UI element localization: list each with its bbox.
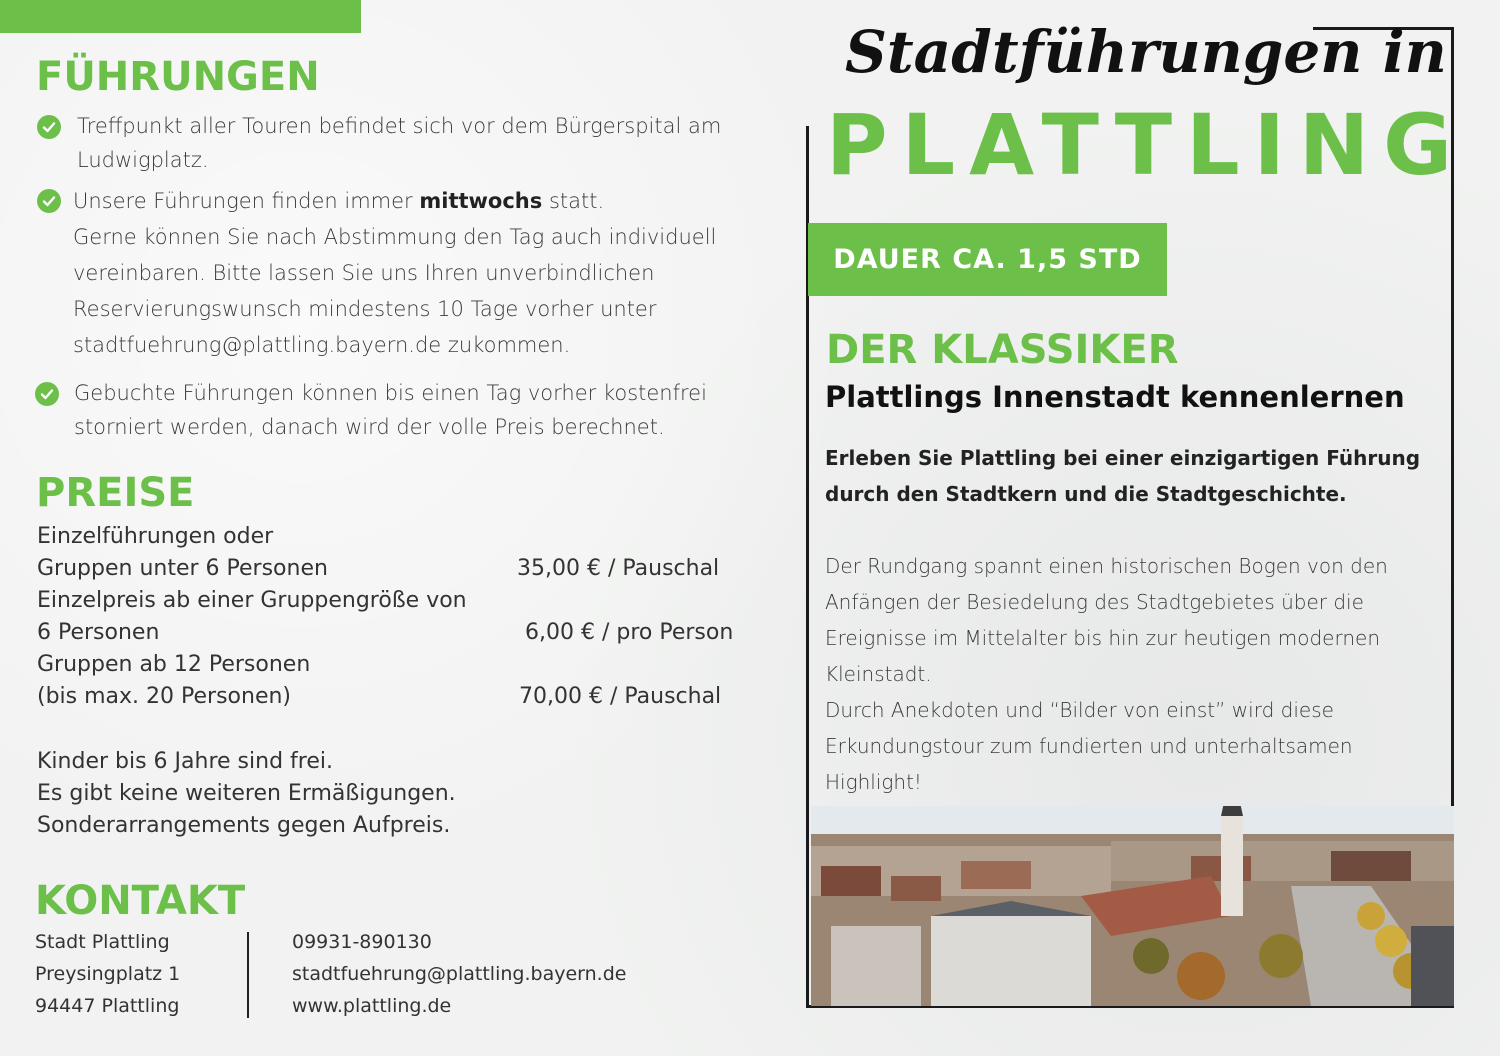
description-line: Kleinstadt. (825, 662, 932, 686)
price-row-1-value: 35,00 € / Pauschal (517, 556, 720, 581)
fuehrungen-item-3-line: Gebuchte Führungen können bis einen Tag vorher kostenfrei (74, 381, 707, 405)
city-photo-illustration (811, 806, 1454, 1006)
price-label-line: Einzelpreis ab einer Gruppengröße von (37, 588, 467, 613)
price-label-line: Gruppen unter 6 Personen (37, 556, 328, 581)
contact-details (292, 926, 712, 1022)
tour-description (825, 548, 1435, 800)
price-note: Kinder bis 6 Jahre sind frei. (37, 749, 333, 774)
price-row-3-label (37, 649, 487, 713)
fuehrungen-item-1 (77, 109, 757, 177)
price-note: Sonderarrangements gegen Aufpreis. (37, 813, 451, 838)
description-line: Anfängen der Besiedelung des Stadtgebietes über die (825, 590, 1364, 614)
intro-line: durch den Stadtkern und die Stadtgeschichte. (825, 482, 1347, 506)
description-line: Erkundungstour zum fundierten und unterhaltsamen (825, 734, 1353, 758)
duration-badge: DAUER CA. 1,5 STD (808, 223, 1167, 296)
fuehrungen-item-2-first-line (73, 183, 763, 219)
top-accent-bar (0, 0, 361, 33)
address-line: Preysingplatz 1 (35, 963, 181, 985)
price-label-line: (bis max. 20 Personen) (37, 684, 292, 709)
price-notes (37, 746, 637, 842)
city-aerial-photo (811, 806, 1454, 1006)
contact-phone[interactable]: 09931-890130 (292, 931, 432, 953)
description-line: Durch Anekdoten und “Bilder von einst” wird diese (825, 698, 1334, 722)
fuehrungen-heading: FÜHRUNGEN (36, 54, 320, 100)
script-title: Stadtführungen in (845, 18, 1447, 86)
contact-email-link[interactable]: stadtfuehrung@plattling.bayern.de (292, 963, 627, 985)
fuehrungen-item-1-line: Ludwigplatz. (77, 148, 209, 172)
preise-heading: PREISE (36, 470, 195, 516)
fuehrungen-item-2-line: vereinbaren. Bitte lassen Sie uns Ihren unverbindlichen (73, 261, 655, 285)
price-row-2-value: 6,00 € / pro Person (525, 620, 734, 645)
tour-subheading: Plattlings Innenstadt kennenlernen (825, 380, 1405, 414)
check-circle-icon (37, 189, 61, 213)
first-line-pre: Unsere Führungen finden immer (73, 189, 420, 213)
description-line: Highlight! (825, 770, 922, 794)
plattling-title: PLATTLING (826, 96, 1467, 194)
price-label-line: Einzelführungen oder (37, 524, 274, 549)
first-line-post: statt. (542, 189, 605, 213)
fuehrungen-item-3-line: storniert werden, danach wird der volle Preis berechnet. (74, 415, 665, 439)
fuehrungen-item-2 (73, 183, 763, 363)
price-label-line: 6 Personen (37, 620, 160, 645)
description-line: Der Rundgang spannt einen historischen Bogen von den (825, 554, 1388, 578)
fuehrungen-item-2-line: Gerne können Sie nach Abstimmung den Tag auch individuell (73, 225, 717, 249)
contact-address (35, 926, 235, 1022)
address-line: Stadt Plattling (35, 931, 170, 953)
check-circle-icon (37, 115, 61, 139)
price-row-1-label (37, 521, 487, 585)
description-line: Ereignisse im Mittelalter bis hin zur heutigen modernen (825, 626, 1380, 650)
address-line: 94447 Plattling (35, 995, 180, 1017)
tour-heading: DER KLASSIKER (826, 327, 1179, 373)
price-row-3-value: 70,00 € / Pauschal (519, 684, 722, 709)
price-label-line: Gruppen ab 12 Personen (37, 652, 311, 677)
price-note: Es gibt keine weiteren Ermäßigungen. (37, 781, 456, 806)
tour-intro (825, 440, 1425, 512)
weekday-highlight: mittwochs (419, 189, 543, 213)
intro-line: Erleben Sie Plattling bei einer einzigartigen Führung (825, 446, 1421, 470)
check-circle-icon (35, 382, 59, 406)
fuehrungen-item-2-line: Reservierungswunsch mindestens 10 Tage vorher unter (73, 297, 657, 321)
price-row-2-label (37, 585, 507, 649)
fuehrungen-item-3 (74, 376, 764, 444)
fuehrungen-item-2-line: stadtfuehrung@plattling.bayern.de zukommen. (73, 333, 571, 357)
fuehrungen-item-1-line: Treffpunkt aller Touren befindet sich vor dem Bürgerspital am (77, 114, 722, 138)
kontakt-heading: KONTAKT (35, 878, 246, 924)
contact-website-link[interactable]: www.plattling.de (292, 995, 452, 1017)
contact-divider (247, 932, 249, 1018)
